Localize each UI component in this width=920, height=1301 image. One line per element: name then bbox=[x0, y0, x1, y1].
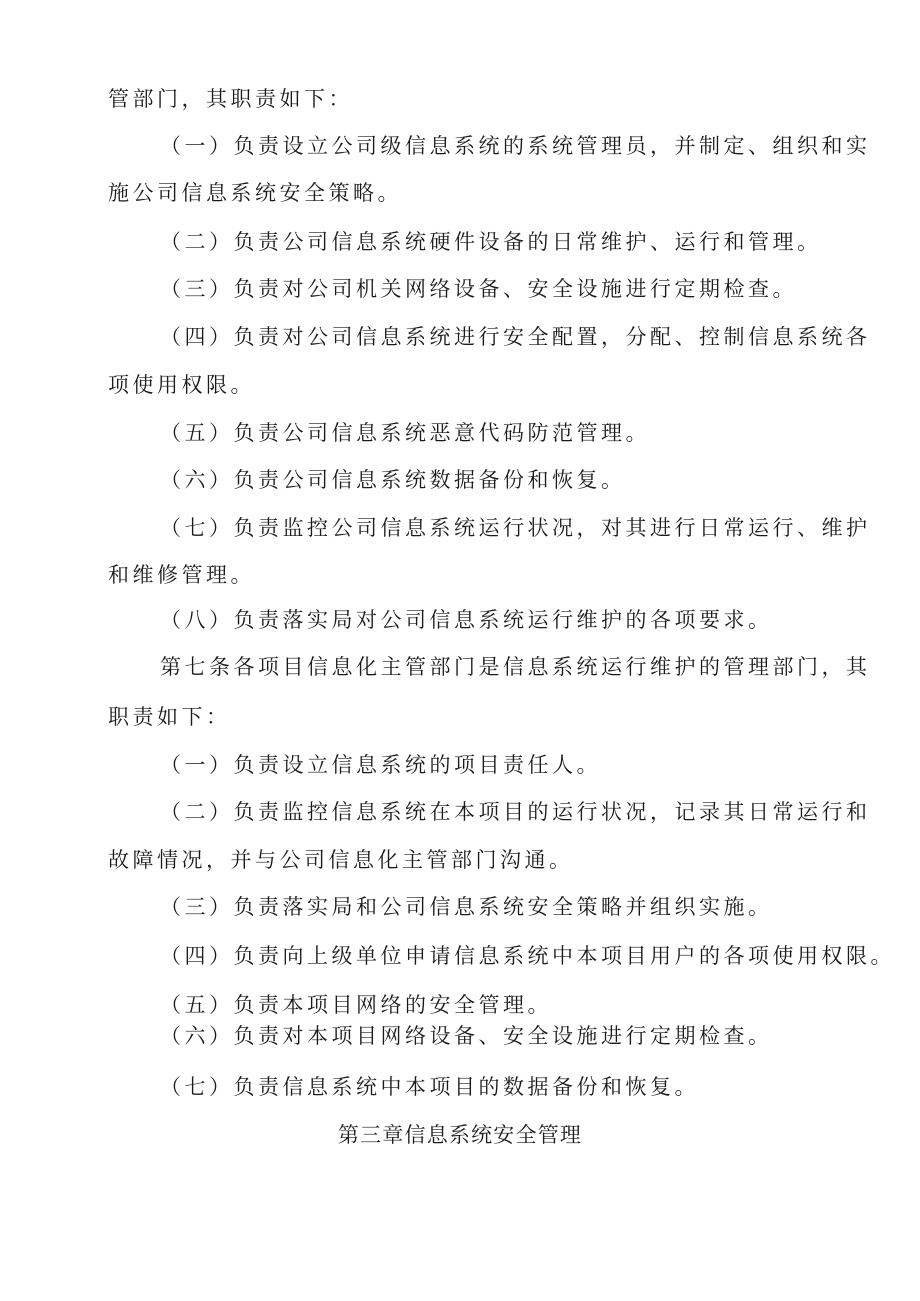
text-line: 职责如下： bbox=[108, 705, 231, 729]
text-line: （六）负责对本项目网络设备、安全设施进行定期检查。 bbox=[160, 1024, 773, 1048]
text-line: 项使用权限。 bbox=[108, 373, 255, 397]
text-line: （三）负责对公司机关网络设备、安全设施进行定期检查。 bbox=[160, 277, 797, 301]
text-line: 管部门，其职责如下： bbox=[108, 87, 353, 111]
text-line: （一）负责设立公司级信息系统的系统管理员，并制定、组织和实 bbox=[160, 134, 871, 158]
text-line: （四）负责向上级单位申请信息系统中本项目用户的各项使用权限。 bbox=[160, 944, 895, 968]
text-line: （七）负责信息系统中本项目的数据备份和恢复。 bbox=[160, 1075, 699, 1099]
text-line: （七）负责监控公司信息系统运行状况，对其进行日常运行、维护 bbox=[160, 516, 871, 540]
text-line: （一）负责设立信息系统的项目责任人。 bbox=[160, 753, 601, 777]
text-line: （五）负责公司信息系统恶意代码防范管理。 bbox=[160, 421, 650, 445]
text-line: （三）负责落实局和公司信息系统安全策略并组织实施。 bbox=[160, 895, 773, 919]
text-line: （二）负责公司信息系统硬件设备的日常维护、运行和管理。 bbox=[160, 230, 822, 254]
text-line: （五）负责本项目网络的安全管理。 bbox=[160, 993, 552, 1017]
text-line: （六）负责公司信息系统数据备份和恢复。 bbox=[160, 468, 626, 492]
text-line: （八）负责落实局对公司信息系统运行维护的各项要求。 bbox=[160, 608, 773, 632]
chapter-heading: 第三章信息系统安全管理 bbox=[337, 1123, 583, 1147]
text-line: 和维修管理。 bbox=[108, 563, 255, 587]
text-line: 第七条各项目信息化主管部门是信息系统运行维护的管理部门，其 bbox=[160, 655, 871, 679]
text-line: 施公司信息系统安全策略。 bbox=[108, 181, 402, 205]
text-line: （四）负责对公司信息系统进行安全配置，分配、控制信息系统各 bbox=[160, 325, 871, 349]
text-line: （二）负责监控信息系统在本项目的运行状况，记录其日常运行和 bbox=[160, 800, 871, 824]
text-line: 故障情况，并与公司信息化主管部门沟通。 bbox=[108, 848, 574, 872]
